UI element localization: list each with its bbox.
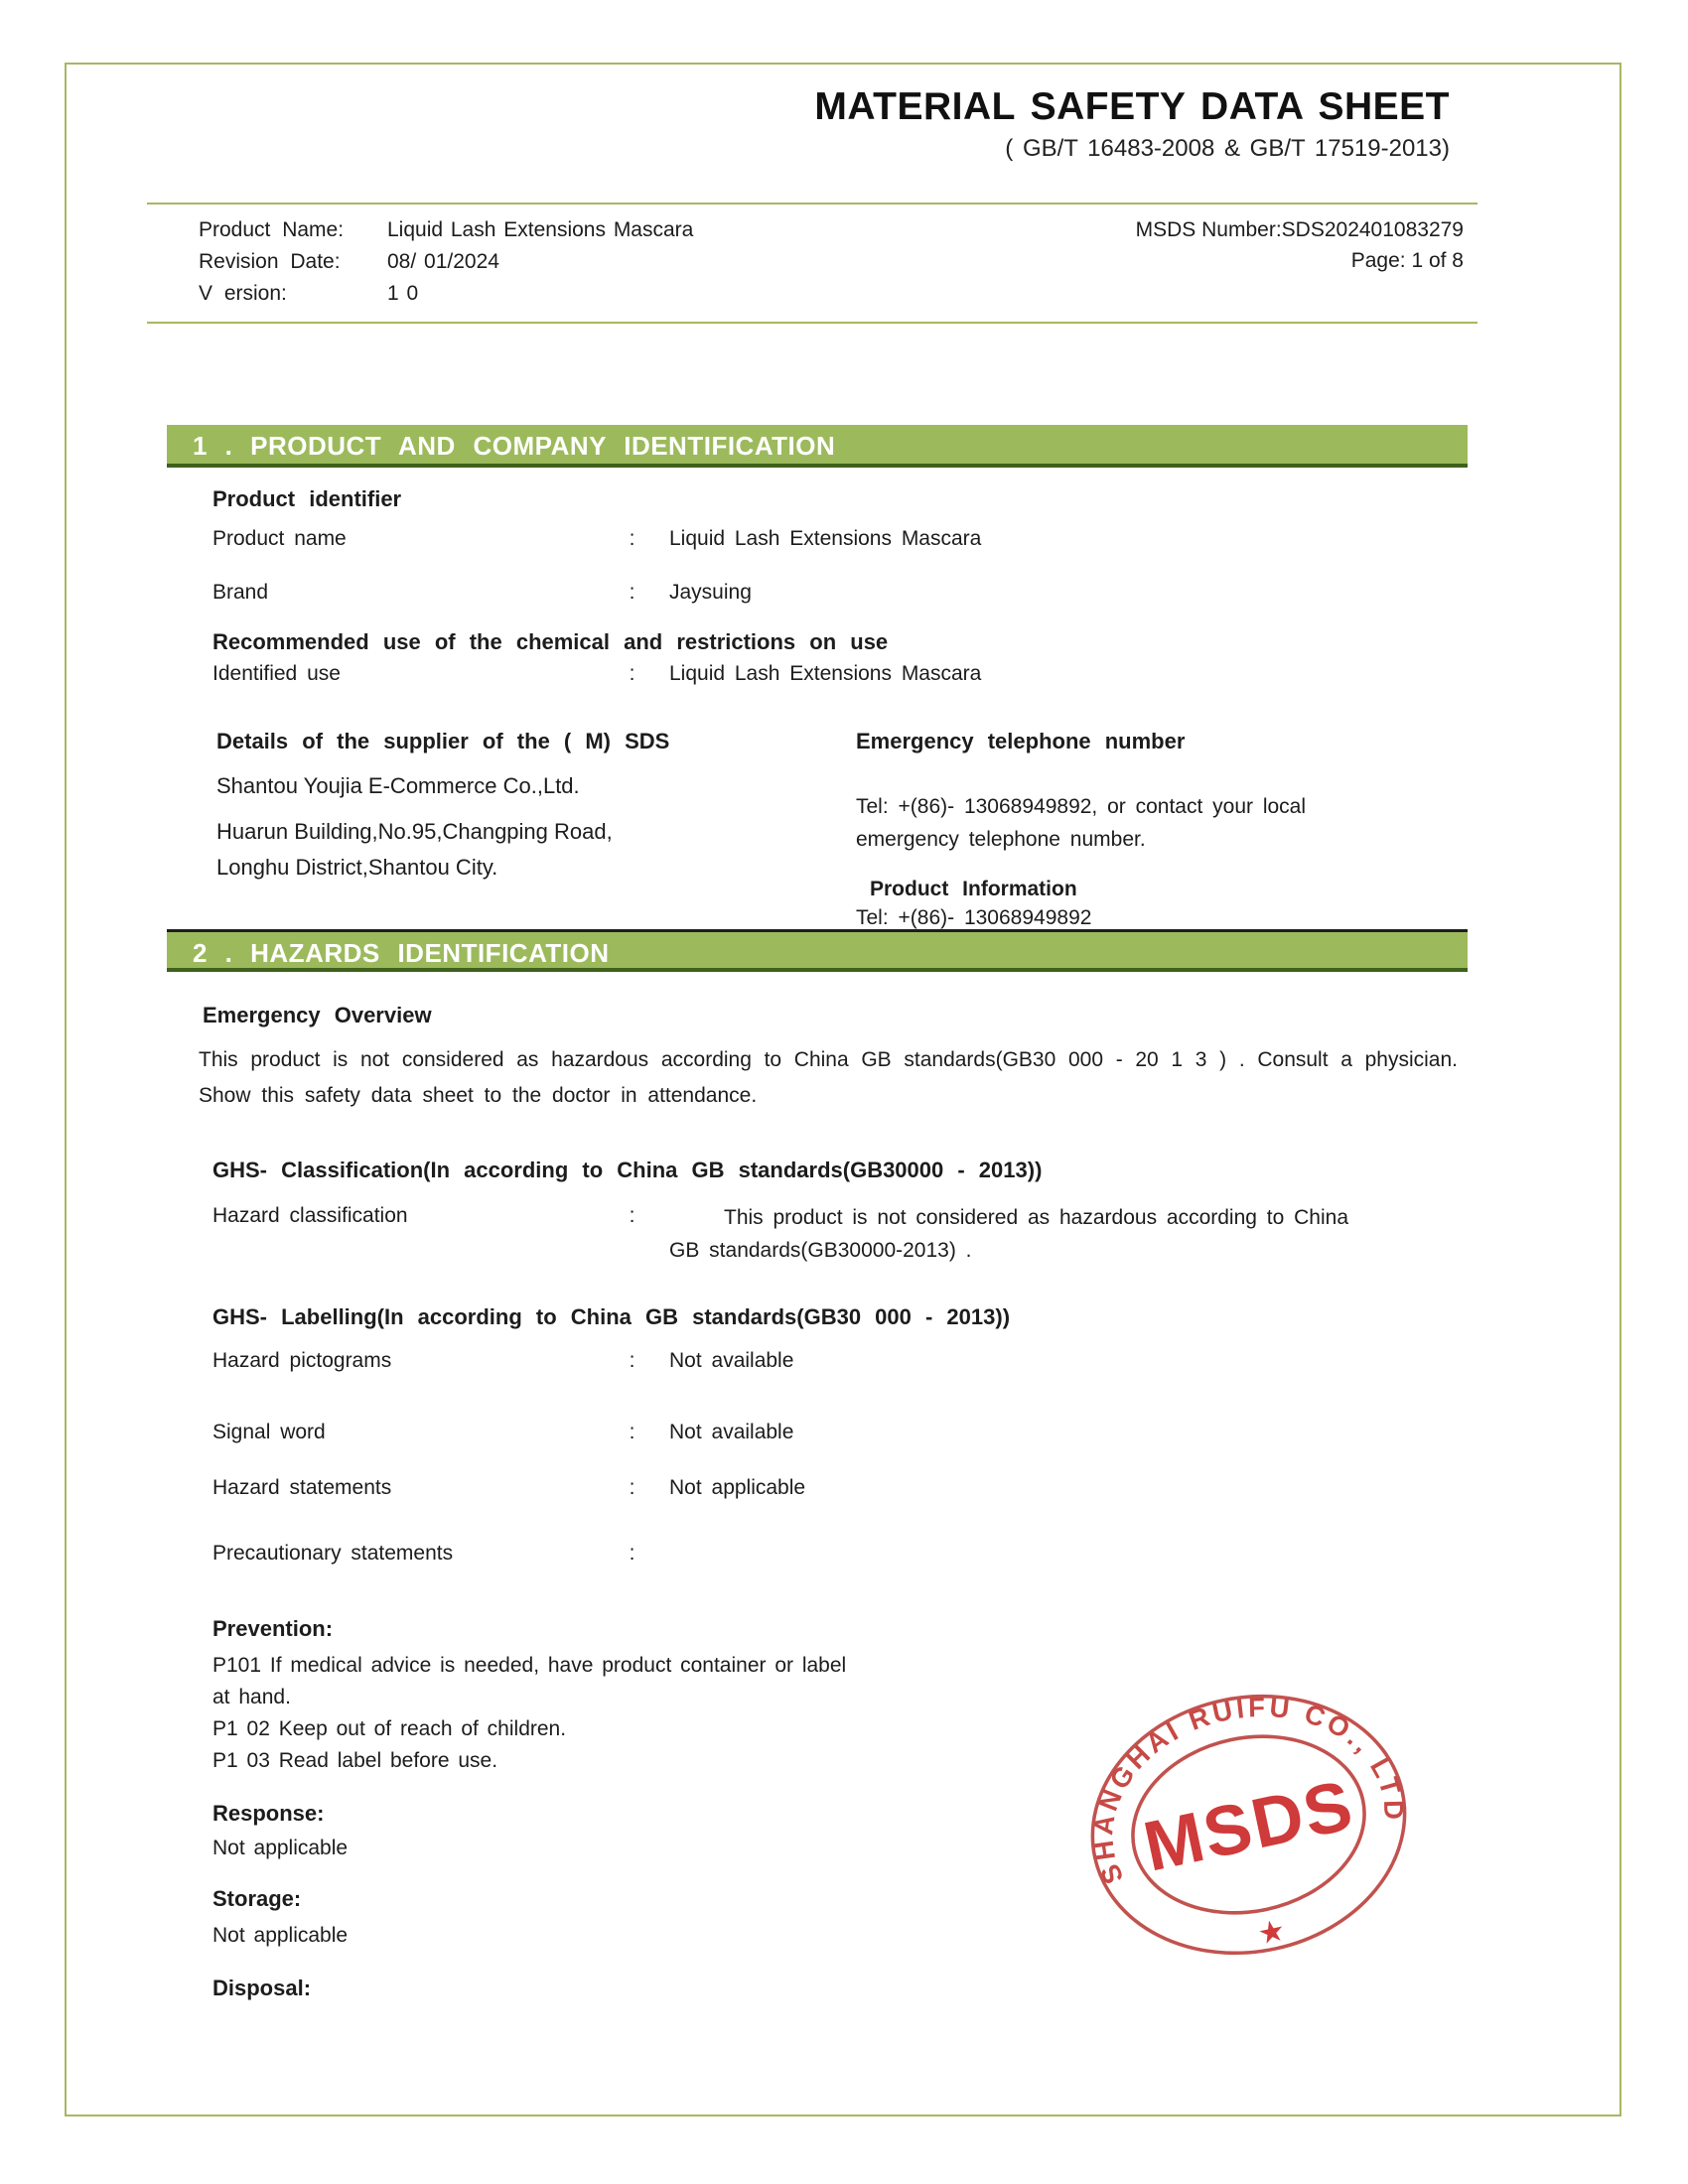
document-subtitle: ( GB/T 16483-2008 & GB/T 17519-2013) bbox=[1005, 135, 1450, 162]
star-icon: ★ bbox=[1254, 1912, 1289, 1952]
kv-colon: : bbox=[629, 1542, 635, 1565]
kv-value bbox=[669, 1539, 1468, 1569]
prevention-line-p102: P1 02 Keep out of reach of children. bbox=[212, 1717, 567, 1740]
stamp-center-text: MSDS bbox=[1137, 1766, 1361, 1887]
brand-kv-row bbox=[212, 578, 1468, 608]
supplier-address-2: Longhu District,Shantou City. bbox=[216, 855, 498, 880]
identified-use-kv-row bbox=[212, 659, 1468, 689]
revision-date-value: 08/ 01/2024 bbox=[387, 250, 499, 273]
hazard-statements-row bbox=[212, 1473, 1468, 1503]
disposal-heading: Disposal: bbox=[212, 1976, 312, 2000]
emergency-telephone-heading: Emergency telephone number bbox=[856, 729, 1186, 753]
product-name-value: Liquid Lash Extensions Mascara bbox=[387, 218, 694, 241]
kv-label: Product name bbox=[212, 527, 347, 550]
revision-date-row bbox=[199, 246, 1136, 278]
product-name-label: Product Name: bbox=[199, 218, 345, 241]
product-name-kv-row bbox=[212, 524, 1468, 554]
kv-value: Not applicable bbox=[669, 1476, 806, 1499]
supplier-address-1: Huarun Building,No.95,Changping Road, bbox=[216, 819, 613, 844]
signal-word-row bbox=[212, 1418, 1468, 1447]
kv-label: Hazard statements bbox=[212, 1476, 392, 1499]
kv-value: Liquid Lash Extensions Mascara bbox=[669, 662, 982, 685]
kv-value: Jaysuing bbox=[669, 581, 752, 604]
supplier-emergency-columns bbox=[167, 729, 1468, 934]
emergency-overview-heading: Emergency Overview bbox=[203, 1003, 432, 1027]
product-information-heading: Product Information bbox=[870, 878, 1077, 900]
section-1-content bbox=[167, 478, 1468, 934]
supplier-details-block bbox=[216, 729, 832, 934]
prevention-line-p101: P101 If medical advice is needed, have product container or label bbox=[212, 1654, 847, 1677]
emergency-tel-line-1: Tel: +(86)- 13068949892, or contact your local bbox=[856, 795, 1307, 818]
kv-label: Brand bbox=[212, 581, 269, 604]
emergency-tel-line-2: emergency telephone number. bbox=[856, 828, 1146, 851]
hazard-pictograms-row bbox=[212, 1346, 1468, 1376]
document-header bbox=[814, 85, 1450, 163]
kv-colon: : bbox=[629, 1204, 635, 1227]
revision-date-label: Revision Date: bbox=[199, 250, 341, 273]
prevention-heading: Prevention: bbox=[212, 1616, 334, 1641]
section-1-header: 1 . PRODUCT AND COMPANY IDENTIFICATION bbox=[167, 425, 1468, 468]
kv-value: Not available bbox=[669, 1349, 794, 1372]
info-right-column bbox=[1136, 214, 1468, 310]
response-value: Not applicable bbox=[212, 1837, 349, 1859]
kv-value bbox=[669, 1201, 1468, 1267]
hazard-classification-row bbox=[212, 1201, 1468, 1267]
emergency-overview-paragraph: This product is not considered as hazardous according to China GB standards(GB30 000 - 20 1 3 ) . Consult a physician. Show this safety data sheet to the doctor in attendance. bbox=[199, 1048, 1458, 1107]
storage-value: Not applicable bbox=[212, 1924, 349, 1947]
emergency-telephone-block bbox=[832, 729, 1468, 934]
prevention-line-p103: P1 03 Read label before use. bbox=[212, 1749, 498, 1772]
supplier-company: Shantou Youjia E-Commerce Co.,Ltd. bbox=[216, 773, 580, 798]
hazard-classification-value-line-1: This product is not considered as hazardous according to China bbox=[724, 1206, 1349, 1229]
kv-colon: : bbox=[629, 1421, 635, 1443]
ghs-classification-heading: GHS- Classification(In according to China GB standards(GB30000 - 2013)) bbox=[212, 1158, 1043, 1182]
document-info-box bbox=[147, 203, 1477, 324]
kv-colon: : bbox=[629, 1476, 635, 1499]
stamp-ring-text: SHANGHAI RUIFU CO., LTD bbox=[1087, 1691, 1410, 1889]
kv-colon: : bbox=[629, 581, 635, 604]
prevention-line-at-hand: at hand. bbox=[212, 1686, 291, 1708]
kv-colon: : bbox=[629, 527, 635, 550]
hazard-classification-value-line-2: GB standards(GB30000-2013) . bbox=[669, 1239, 972, 1262]
kv-label: Precautionary statements bbox=[212, 1542, 454, 1565]
page-indicator: Page: 1 of 8 bbox=[1350, 249, 1464, 272]
kv-value: Liquid Lash Extensions Mascara bbox=[669, 527, 982, 550]
version-row bbox=[199, 278, 1136, 310]
product-identifier-heading: Product identifier bbox=[212, 486, 402, 511]
version-label: V ersion: bbox=[199, 282, 287, 305]
recommended-use-heading: Recommended use of the chemical and restrictions on use bbox=[212, 629, 889, 654]
kv-value: Not available bbox=[669, 1421, 794, 1443]
supplier-heading: Details of the supplier of the ( M) SDS bbox=[216, 729, 670, 753]
precautionary-statements-row bbox=[212, 1539, 1468, 1569]
kv-label: Hazard pictograms bbox=[212, 1349, 392, 1372]
msds-number: MSDS Number:SDS202401083279 bbox=[1135, 218, 1464, 241]
product-name-row bbox=[199, 214, 1136, 246]
kv-label: Signal word bbox=[212, 1421, 326, 1443]
version-value: 1 0 bbox=[387, 282, 419, 305]
section-2-header: 2 . HAZARDS IDENTIFICATION bbox=[167, 929, 1468, 972]
kv-colon: : bbox=[629, 662, 635, 685]
response-heading: Response: bbox=[212, 1801, 325, 1826]
kv-label: Identified use bbox=[212, 662, 341, 685]
kv-colon: : bbox=[629, 1349, 635, 1372]
kv-label: Hazard classification bbox=[212, 1204, 408, 1227]
info-left-column bbox=[147, 214, 1136, 310]
ghs-labelling-heading: GHS- Labelling(In according to China GB standards(GB30 000 - 2013)) bbox=[212, 1304, 1011, 1329]
storage-heading: Storage: bbox=[212, 1886, 302, 1911]
company-stamp bbox=[1077, 1676, 1420, 1974]
product-information-tel: Tel: +(86)- 13068949892 bbox=[856, 906, 1092, 929]
document-title: MATERIAL SAFETY DATA SHEET bbox=[814, 85, 1450, 128]
